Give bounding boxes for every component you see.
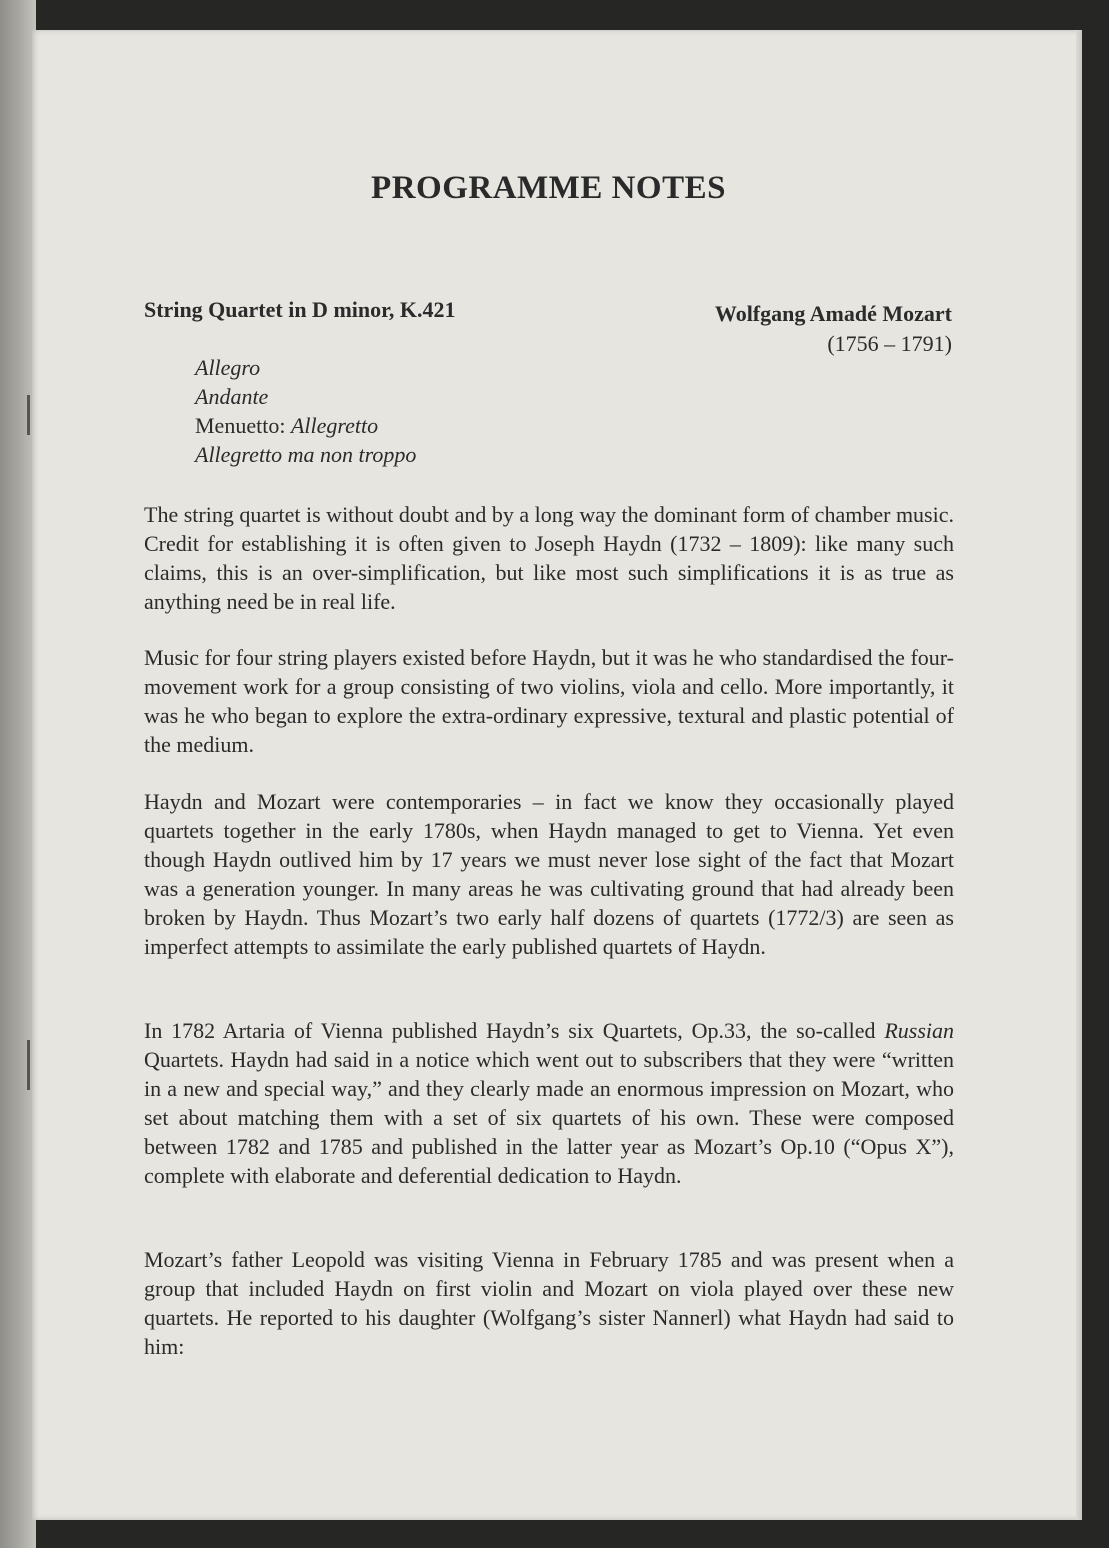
- binding-spine: [0, 0, 36, 1548]
- movement-3-tempo: Allegretto: [290, 413, 379, 438]
- paragraph-3: Haydn and Mozart were contemporaries – in fact we know they occasionally played quartets together in the early 1780s, when Haydn managed to get to Vienna. Yet even though Haydn outlived him by 17 years we must never lose sight of the fact that Mozart was a generation younger. In many areas he was cultivating ground that had already been broken by Haydn. Thus Mozart’s two early half dozens of quartets (1772/3) are seen as imperfect attempts to assimilate the early published quartets of Haydn.: [144, 789, 954, 959]
- page-edge: [1076, 30, 1082, 1520]
- paragraph-4-start: In 1782 Artaria of Vienna published Haydn’s six Quartets, Op.33, the so-called: [144, 1018, 885, 1043]
- paragraph-1: The string quartet is without doubt and by a long way the dominant form of chamber music. Credit for establishing it is often given to Joseph Haydn (1732 – 1809): like many such claims, this is an over-simplification, but like most such simplifications it is as true as anything need be in real life.: [144, 502, 954, 614]
- composer-name: Wolfgang Amadé Mozart: [714, 301, 952, 326]
- page-title: PROGRAMME NOTES: [371, 170, 726, 206]
- binding-mark: [27, 1040, 30, 1090]
- movement-3: [195, 411, 416, 440]
- composer-dates: (1756 – 1791): [827, 331, 952, 356]
- work-title: String Quartet in D minor, K.421: [144, 297, 456, 322]
- composer-block: [715, 299, 952, 359]
- movement-2: Andante: [195, 384, 269, 409]
- movement-3-prefix: Menuetto:: [195, 413, 291, 438]
- paragraph-2: Music for four string players existed before Haydn, but it was he who standardised the four-movement work for a group consisting of two violins, viola and cello. More importantly, it was he who began to explore the extra-ordinary expressive, textural and plastic potential of the medium.: [144, 645, 954, 757]
- movement-4: Allegretto ma non troppo: [195, 442, 417, 467]
- paragraph-4-end: Quartets. Haydn had said in a notice which went out to subscribers that they were “written in a new and special way,” and they clearly made an enormous impression on Mozart, who set about matching them with a set of six quartets of his own. These were composed between 1782 and 1785 and published in the latter year as Mozart’s Op.10 (“Opus X”), complete with elaborate and deferential dedication to Haydn.: [144, 1047, 954, 1188]
- binding-mark: [27, 395, 30, 435]
- paragraph-4-italic: Russian: [884, 1018, 954, 1043]
- paragraph-4: [144, 1016, 954, 1190]
- movement-list: [195, 353, 416, 469]
- movement-1: Allegro: [195, 355, 261, 380]
- paragraph-5: Mozart’s father Leopold was visiting Vienna in February 1785 and was present when a group that included Haydn on first violin and Mozart on viola played over these new quartets. He reported to his daughter (Wolfgang’s sister Nannerl) what Haydn had said to him:: [144, 1247, 954, 1359]
